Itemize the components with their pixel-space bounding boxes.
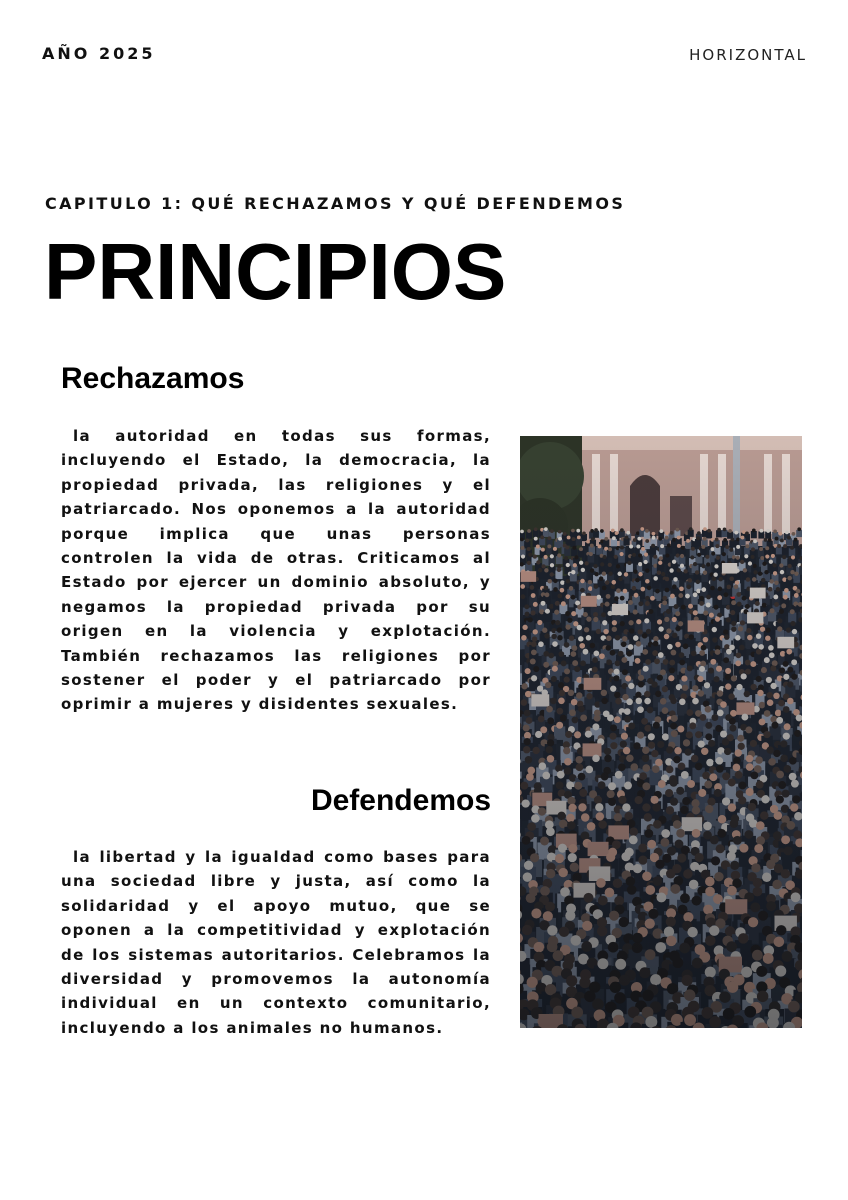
page-title: PRINCIPIOS <box>44 227 507 316</box>
protest-crowd-photo <box>520 436 802 1028</box>
crowd-illustration <box>520 436 802 1028</box>
section-text-rechazamos: la autoridad en todas sus formas, incluyendo el Estado, la democracia, la propiedad privada, las religiones y el patriarcado. Nos oponemos a la autoridad porque implica que unas personas controlen la vida de otras. Criticamos al Estado por ejercer un dominio absoluto, y negamos la propiedad privada por su origen en la violencia y explotación. También rechazamos las religiones por sostener el poder y el patriarcado por oprimir a mujeres y disidentes sexuales. <box>61 427 491 714</box>
section-heading-defendemos: Defendemos <box>310 784 491 817</box>
section-text-defendemos: la libertad y la igualdad como bases para una sociedad libre y justa, así como la solidaridad y el apoyo mutuo, que se oponen a la competitividad y explotación de los sistemas autoritarios. Celebramos la diversidad y promovemos la autonomía individual en un contexto comunitario, incluyendo a los animales no humanos. <box>61 848 491 1037</box>
brand-label: HORIZONTAL <box>689 46 807 64</box>
chapter-label: CAPITULO 1: QUÉ RECHAZAMOS Y QUÉ DEFENDEMOS <box>45 194 626 213</box>
section-heading-rechazamos: Rechazamos <box>61 362 245 395</box>
year-label: AÑO 2025 <box>42 44 156 63</box>
